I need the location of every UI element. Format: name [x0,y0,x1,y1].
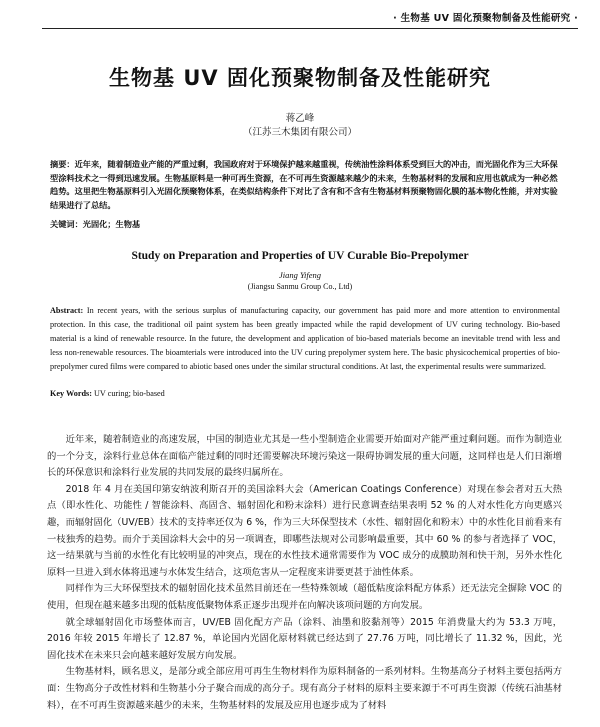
body-paragraph: 就全球辐射固化市场整体而言，UV/EB 固化配方产品（涂料、油墨和胶黏剂等）2015 年消费量大约为 53.3 万吨，2016 年较 2015 年增长了 12.87 %，单论国内光固化原材料就已经达到了 27.76 万吨，同比增长了 11.32 %，因此，光固化技术在未来只会向越来越好发展方向发展。 [47,616,562,661]
keywords-en-label: Key Words: [50,389,92,398]
body-paragraph: 近年来，随着制造业的高速发展，中国的制造业尤其是一些小型制造企业需要开始面对产能严重过剩问题。而作为制造业的一个分支，涂料行业总体在面临产能过剩的同时还需要解决环境污染这一限碍协调发展的重大问题，这同样也是人们日渐增长的环保意识和涂料行业发展的共同发展的最终归属所在。 [47,434,562,479]
keywords-en [50,389,560,398]
author-en: Jiang Yifeng [278,270,322,280]
keywords-cn-text: 光固化；生物基 [82,219,141,229]
body-paragraph: 生物基材料，顾名思义，是部分或全部应用可再生生物材料作为原料制备的一系列材料。生物基高分子材料主要包括两方面：生物高分子改性材料和生物基小分子聚合而成的高分子。现有高分子材料的原料主要来源于不可再生资源（传统石油基材料），在不可再生资源越来越少的未来，生物基材料的发展及应用也逐步成为了材料 [47,666,562,711]
abstract-cn [50,158,560,212]
body-text-cn [47,432,562,714]
keywords-en-text: UV curing; bio-based [93,389,165,398]
keywords-cn-label: 关键词： [50,219,83,229]
abstract-en [50,304,560,374]
abstract-cn-label: 摘要： [50,159,75,169]
header-rule [42,28,578,29]
keywords-cn [50,219,560,230]
affiliation-en: (Jiangsu Sanmu Group Co., Ltd) [247,282,353,291]
body-paragraph: 2018 年 4 月在美国印第安纳波利斯召开的美国涂料大会（American Coatings Conference）对现在参会者对五大热点（即水性化、功能性 / 智能涂料、高固含、辐射固化和粉末涂料）进行民意调查结果表明 52 % 的人对水性化方向更感兴趣，而辐射固化（UV/EB）技术的支持率还仅为 6 %，作为三大环保型技术（水性、辐射固化和粉末）中的水性化目前看来有一枝独秀的趋势。而介于美国涂料大会中的另一项调查，即哪些法规对公司影响最重要，其中 60 % 的参与者选择了 VOC，这一结果就与当前的水性化有比较明显的冲突点，现在的水性技术通常需要作为 VOC 成分的成膜助剂和快干剂，另外水性化原料一旦进入到水体将迅速与水体发生结合，这项危害从一定程度来讲要更甚于油性体系。 [47,483,562,578]
abstract-en-label: Abstract: [50,306,84,315]
abstract-en-text: In recent years, with the serious surplus of manufacturing capacity, our government has paid more and more attention to environmental protection. In this case, the traditional oil paint system has been greatly impacted while the rapid development of UV curing technology. Bio-based material is a kind of renewable resource. In the future, the development and application of bio-based materials become an inevitable trend with less and less non-renewable resources. The bioamterials were introduced into the UV curing prepolymer system here. The basic physicochemical properties of bio-prepolymer cured films were compared to abiotic based ones under the similar structural conditions. At last, the experimental results were summarized. [50,306,560,371]
abstract-cn-text: 近年来，随着制造业产能的严重过剩，我国政府对于环境保护越来越重视，传统油性涂料体系受到巨大的冲击，而光固化作为三大环保型涂料技术之一得到迅速发展。生物基原料是一种可再生资源，在不可再生资源越来越少的未来，生物基材料的发展和应用也就成为一种必然趋势。这里把生物基原料引入光固化预聚物体系，在类似结构条件下对比了含有和不含有生物基材料预聚物固化膜的基本物化性能，并对实验结果进行了总结。 [50,159,558,210]
author-cn: 蒋乙峰 [285,113,315,124]
paper-title-en: Study on Preparation and Properties of UV Curable Bio-Prepolymer [131,250,469,262]
affiliation-cn: （江苏三木集团有限公司） [242,127,357,138]
paper-title-cn: 生物基 UV 固化预聚物制备及性能研究 [109,66,491,90]
body-paragraph: 同样作为三大环保型技术的辐射固化技术虽然目前还在一些特殊领域（超低粘度涂料配方体系）还无法完全摒除 VOC 的使用，但现在越来越多出现的低粘度低聚物体系正逐步出现并在向解决该项问题的方向发展。 [47,583,562,611]
running-head: · 生物基 UV 固化预聚物制备及性能研究 · [393,13,578,24]
